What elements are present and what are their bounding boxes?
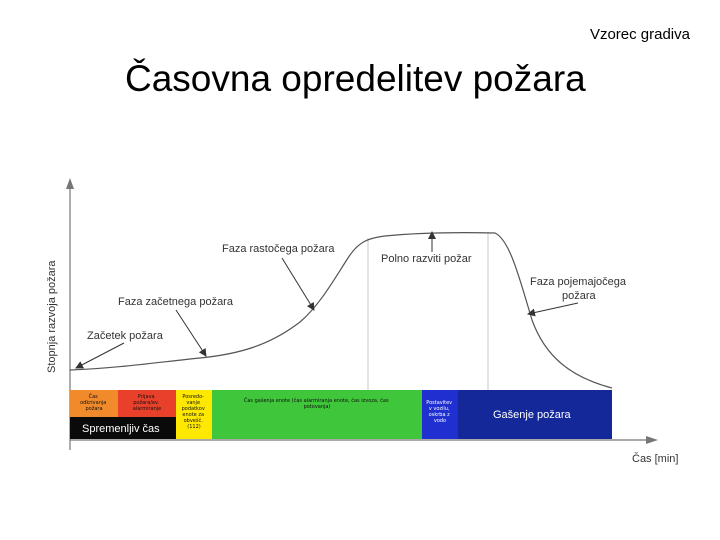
phase-extinguish-label: Gašenje požara — [493, 409, 571, 421]
x-axis-arrow-icon — [646, 436, 658, 444]
phase-report-text: Prijava požara/ev. alarmiranje — [132, 394, 162, 412]
variable-time-label: Spremenljiv čas — [82, 423, 160, 435]
slide-title: Časovna opredelitev požara — [125, 58, 586, 99]
phase-response-text: Čas gašenja enote (čas alarmiranja enote, čas izvoza, čas potovanja) — [243, 398, 389, 410]
label-initial: Faza začetnega požara — [118, 296, 233, 308]
header-label: Vzorec gradiva — [589, 26, 690, 43]
x-axis-label: Čas [min] — [632, 453, 679, 465]
y-axis-label: Stopnja razvoja požara — [46, 260, 58, 373]
phase-detection-text: Čas odkrivanja požara — [80, 394, 107, 412]
phase-dispatch-text: Posredo- vanje podatkov enote za obvešč. (112) — [181, 394, 205, 430]
label-decay-line1: Faza pojemajočega — [530, 276, 627, 288]
label-full: Polno razviti požar — [381, 253, 472, 265]
arrow-initial — [176, 310, 206, 356]
label-decay-line2: požara — [562, 290, 596, 302]
label-start: Začetek požara — [87, 330, 163, 342]
fire-curve — [70, 233, 612, 388]
arrow-decay — [528, 303, 578, 314]
arrow-growth — [282, 258, 314, 310]
phase-setup-text: Postavitev v vozilu, oskrba z vodo — [426, 400, 453, 424]
arrow-start — [76, 343, 124, 368]
label-growth: Faza rastočega požara — [222, 243, 335, 255]
y-axis-arrow-icon — [66, 178, 74, 189]
